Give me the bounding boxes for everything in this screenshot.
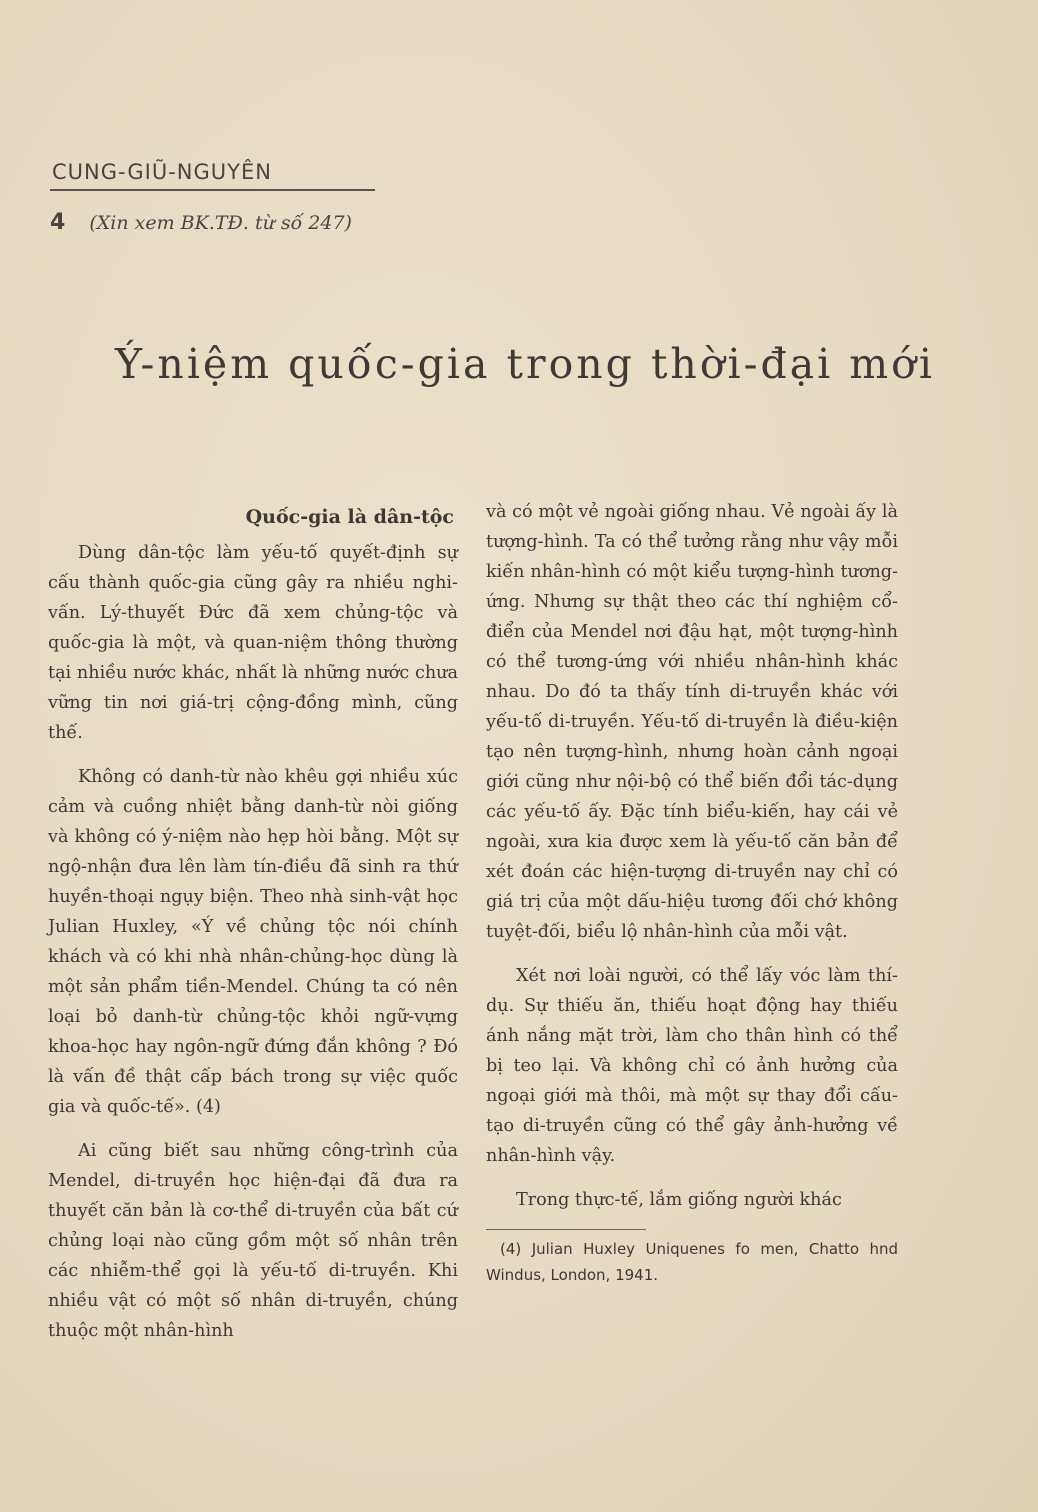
footnote-divider	[486, 1229, 646, 1230]
paragraph: Xét nơi loài người, có thể lấy vóc làm thí-dụ. Sự thiếu ăn, thiếu hoạt động hay thiếu ánh nắng mặt trời, làm cho thân hình có thể bị teo lại. Và không chỉ có ảnh hưởng của ngoại giới mà thôi, mà một sự thay đổi cấu-tạo di-truyền cũng có thể gây ảnh-hưởng về nhân-hình vậy.	[486, 966, 898, 1166]
paragraph: Dùng dân-tộc làm yếu-tố quyết-định sự cấu thành quốc-gia cũng gây ra nhiều nghi-vấn. Lý-thuyết Đức đã xem chủng-tộc và quốc-gia là một, và quan-niệm thông thường tại nhiều nước khác, nhất là những nước chưa vững tin nơi giá-trị cộng-đồng mình, cũng thế.	[48, 543, 458, 743]
section-heading: Quốc-gia là dân-tộc	[245, 506, 454, 528]
paragraph: Ai cũng biết sau những công-trình của Mendel, di-truyền học hiện-đại đã đưa ra thuyết căn bản là cơ-thể di-truyền của bất cứ chủng loại nào cũng gồm một số nhân trên các nhiễm-thể gọi là yếu-tố di-truyền. Khi nhiều vật có một số nhân di-truyền, chúng thuộc một nhân-hình	[48, 1141, 458, 1341]
reference-note: (Xin xem BK.TĐ. từ số 247)	[89, 212, 352, 234]
part-number: 4	[50, 210, 66, 235]
paragraph: Không có danh-từ nào khêu gợi nhiều xúc cảm và cuồng nhiệt bằng danh-từ nòi giống và không có ý-niệm nào hẹp hòi bằng. Một sự ngộ-nhận đưa lên làm tín-điều đã sinh ra thứ huyền-thoại ngụy biện. Theo nhà sinh-vật học Julian Huxley, «Ý về chủng tộc nói chính khách và có khi nhà nhân-chủng-học dùng là một sản phẩm tiền-Mendel. Chúng ta có nên loại bỏ danh-từ chủng-tộc khỏi ngữ-vựng khoa-học hay ngôn-ngữ đứng đắn không ? Đó là vấn đề thật cấp bách trong sự việc quốc gia và quốc-tế». (4)	[48, 767, 458, 1117]
paragraph: Trong thực-tế, lắm giống người khác	[516, 1190, 842, 1210]
footnote: (4) Julian Huxley Uniquenes fo men, Chatto hnd Windus, London, 1941.	[486, 1240, 898, 1284]
left-column	[48, 500, 458, 1360]
author-underline	[50, 189, 375, 191]
author-name: CUNG-GIŨ-NGUYÊN	[52, 160, 272, 184]
series-reference	[50, 210, 352, 235]
paragraph: và có một vẻ ngoài giống nhau. Vẻ ngoài ấy là tượng-hình. Ta có thể tưởng rằng như vậy mỗi kiến nhân-hình có một kiểu tượng-hình tương-ứng. Nhưng sự thật theo các thí nghiệm cổ-điển của Mendel nơi đậu hạt, một tượng-hình có thể tương-ứng với nhiều nhân-hình khác nhau. Do đó ta thấy tính di-truyền khác với yếu-tố di-truyền. Yếu-tố di-truyền là điều-kiện tạo nên tượng-hình, nhưng hoàn cảnh ngoại giới cũng như nội-bộ có thể biến đổi tác-dụng các yếu-tố ấy. Đặc tính biểu-kiến, hay cái vẻ ngoài, xưa kia được xem là yếu-tố căn bản để xét đoán các hiện-tượng di-truyền nay chỉ có giá trị của một dấu-hiệu tương đối chớ không tuyệt-đối, biểu lộ nhân-hình của mỗi vật.	[486, 502, 898, 942]
right-column	[486, 497, 898, 1302]
article-title: Ý-niệm quốc-gia trong thời-đại mới	[115, 340, 935, 388]
